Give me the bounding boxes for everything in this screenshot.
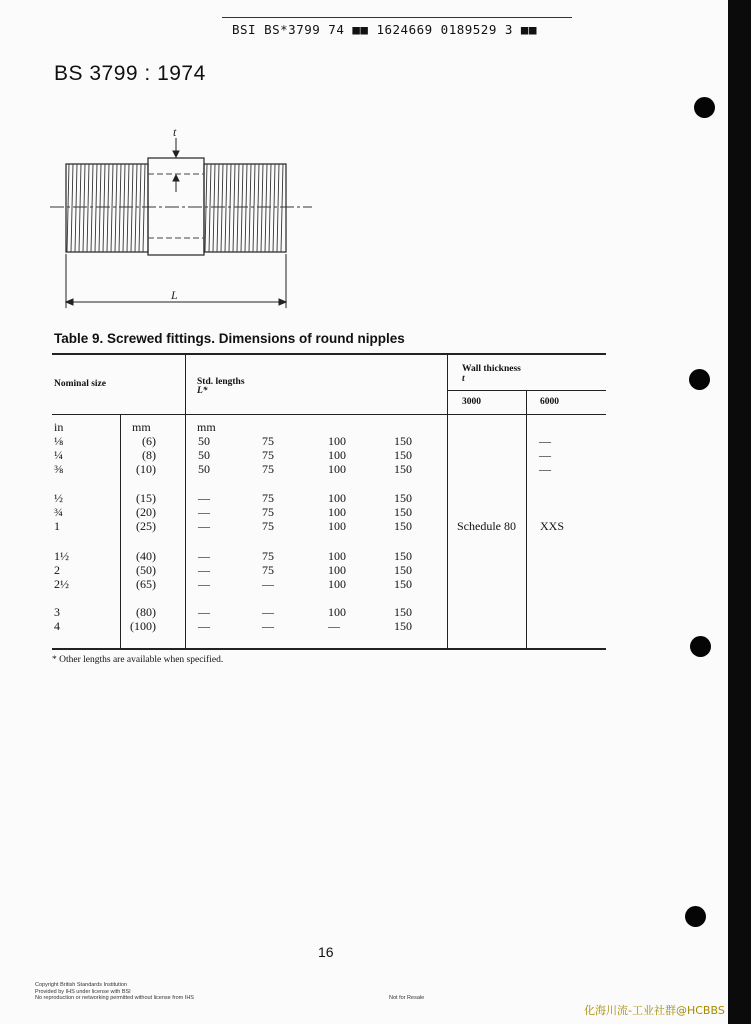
header-class-3000: 3000 bbox=[462, 397, 481, 407]
cell-mm: (6) bbox=[142, 434, 156, 448]
copyright-line: Copyright British Standards Institution bbox=[35, 982, 128, 988]
table-top-rule bbox=[52, 353, 606, 355]
cell-l2: 75 bbox=[262, 519, 274, 533]
header-rule bbox=[222, 17, 572, 18]
cell-in: 2 bbox=[54, 563, 60, 577]
cell-l2: 75 bbox=[262, 448, 274, 462]
unit-mm-lengths: mm bbox=[197, 420, 216, 434]
punch-hole-1 bbox=[694, 97, 715, 118]
cell-l3: 100 bbox=[328, 462, 346, 476]
header-std-lengths: Std. lengths bbox=[197, 377, 245, 387]
unit-in: in bbox=[54, 420, 64, 434]
header-std-lengths-symbol: L* bbox=[197, 386, 208, 396]
cell-l1: — bbox=[198, 505, 210, 519]
cell-mm: (40) bbox=[136, 549, 156, 563]
cell-l4: 150 bbox=[394, 505, 412, 519]
cell-l3: 100 bbox=[328, 563, 346, 577]
cell-l4: 150 bbox=[394, 434, 412, 448]
cell-mm: (100) bbox=[130, 619, 156, 633]
cell-mm: (25) bbox=[136, 519, 156, 533]
header-nominal-size: Nominal size bbox=[54, 379, 106, 389]
cell-w6000: — bbox=[539, 448, 551, 462]
cell-l4: 150 bbox=[394, 563, 412, 577]
cell-l1: 50 bbox=[198, 434, 210, 448]
cell-l2: 75 bbox=[262, 505, 274, 519]
unit-mm: mm bbox=[132, 420, 151, 434]
col-rule-mm bbox=[120, 414, 121, 648]
cell-l4: 150 bbox=[394, 519, 412, 533]
cell-l1: — bbox=[198, 605, 210, 619]
cell-mm: (80) bbox=[136, 605, 156, 619]
cell-l1: — bbox=[198, 549, 210, 563]
cell-l3: 100 bbox=[328, 448, 346, 462]
cell-w6000: — bbox=[539, 462, 551, 476]
cell-mm: (65) bbox=[136, 577, 156, 591]
cell-mm: (10) bbox=[136, 462, 156, 476]
cell-in: ½ bbox=[54, 491, 63, 505]
cell-in: 1 bbox=[54, 519, 60, 533]
header-class-6000: 6000 bbox=[540, 397, 559, 407]
cell-l1: — bbox=[198, 563, 210, 577]
cell-in: ⅛ bbox=[54, 434, 63, 448]
resale-notice: Not for Resale bbox=[389, 995, 425, 1001]
table-bottom-rule bbox=[52, 648, 606, 650]
cell-l2: — bbox=[262, 619, 274, 633]
cell-l2: — bbox=[262, 577, 274, 591]
cell-l1: 50 bbox=[198, 448, 210, 462]
cell-l2: 75 bbox=[262, 563, 274, 577]
col-rule-wall bbox=[447, 353, 448, 648]
cell-w6000: — bbox=[539, 434, 551, 448]
document-title: BS 3799 : 1974 bbox=[54, 62, 206, 85]
cell-l2: 75 bbox=[262, 549, 274, 563]
cell-in: ¼ bbox=[54, 448, 63, 462]
cell-l3: 100 bbox=[328, 434, 346, 448]
table-title: Table 9. Screwed fittings. Dimensions of round nipples bbox=[54, 331, 405, 346]
copyright-line: No reproduction or networking permitted without license from IHS bbox=[35, 995, 194, 1001]
cell-l2: 75 bbox=[262, 491, 274, 505]
cell-l3: 100 bbox=[328, 491, 346, 505]
cell-l3: 100 bbox=[328, 519, 346, 533]
cell-mm: (15) bbox=[136, 491, 156, 505]
cell-l3: 100 bbox=[328, 505, 346, 519]
thickness-dimension bbox=[173, 138, 179, 192]
watermark: 化海川流-工业社群@HCBBS bbox=[584, 1004, 725, 1017]
page-number: 16 bbox=[318, 944, 334, 960]
wall-6000-value: XXS bbox=[540, 519, 565, 533]
cell-l2: — bbox=[262, 605, 274, 619]
punch-hole-4 bbox=[685, 906, 706, 927]
thickness-label: t bbox=[173, 125, 177, 139]
scan-edge bbox=[728, 0, 751, 1024]
header-code: BSI BS*3799 74 ■■ 1624669 0189529 3 ■■ bbox=[232, 22, 537, 37]
cell-mm: (50) bbox=[136, 563, 156, 577]
punch-hole-2 bbox=[689, 369, 710, 390]
copyright-line: Provided by IHS under license with BSI bbox=[35, 988, 131, 995]
wall-3000-value: Schedule 80 bbox=[457, 519, 516, 533]
cell-l4: 150 bbox=[394, 619, 412, 633]
punch-hole-3 bbox=[690, 636, 711, 657]
cell-in: 2½ bbox=[54, 577, 69, 591]
cell-l3: 100 bbox=[328, 605, 346, 619]
length-label: L bbox=[171, 288, 178, 302]
cell-l4: 150 bbox=[394, 605, 412, 619]
cell-in: 1½ bbox=[54, 549, 69, 563]
cell-l4: 150 bbox=[394, 549, 412, 563]
cell-in: 3 bbox=[54, 605, 60, 619]
cell-l3: — bbox=[328, 619, 340, 633]
header-wall-thickness-symbol: t bbox=[462, 374, 465, 384]
cell-l2: 75 bbox=[262, 434, 274, 448]
cell-l1: — bbox=[198, 519, 210, 533]
nipple-drawing bbox=[50, 120, 320, 320]
table-footnote: * Other lengths are available when specified. bbox=[52, 655, 224, 665]
cell-l4: 150 bbox=[394, 448, 412, 462]
cell-in: 4 bbox=[54, 619, 60, 633]
cell-mm: (8) bbox=[142, 448, 156, 462]
wall-subheader-rule bbox=[448, 390, 606, 391]
cell-in: ¾ bbox=[54, 505, 63, 519]
cell-l3: 100 bbox=[328, 577, 346, 591]
cell-l2: 75 bbox=[262, 462, 274, 476]
header-wall-thickness: Wall thickness bbox=[462, 364, 521, 374]
cell-l1: — bbox=[198, 577, 210, 591]
cell-l4: 150 bbox=[394, 577, 412, 591]
col-rule-lengths bbox=[185, 353, 186, 648]
cell-l3: 100 bbox=[328, 549, 346, 563]
table-header-rule bbox=[52, 414, 606, 415]
cell-mm: (20) bbox=[136, 505, 156, 519]
cell-l1: — bbox=[198, 619, 210, 633]
col-rule-6000 bbox=[526, 390, 527, 648]
nipple-dimensions-table bbox=[52, 353, 606, 653]
cell-l4: 150 bbox=[394, 462, 412, 476]
cell-in: ⅜ bbox=[54, 462, 63, 476]
cell-l1: 50 bbox=[198, 462, 210, 476]
cell-l1: — bbox=[198, 491, 210, 505]
copyright-notice bbox=[35, 982, 194, 1002]
cell-l4: 150 bbox=[394, 491, 412, 505]
